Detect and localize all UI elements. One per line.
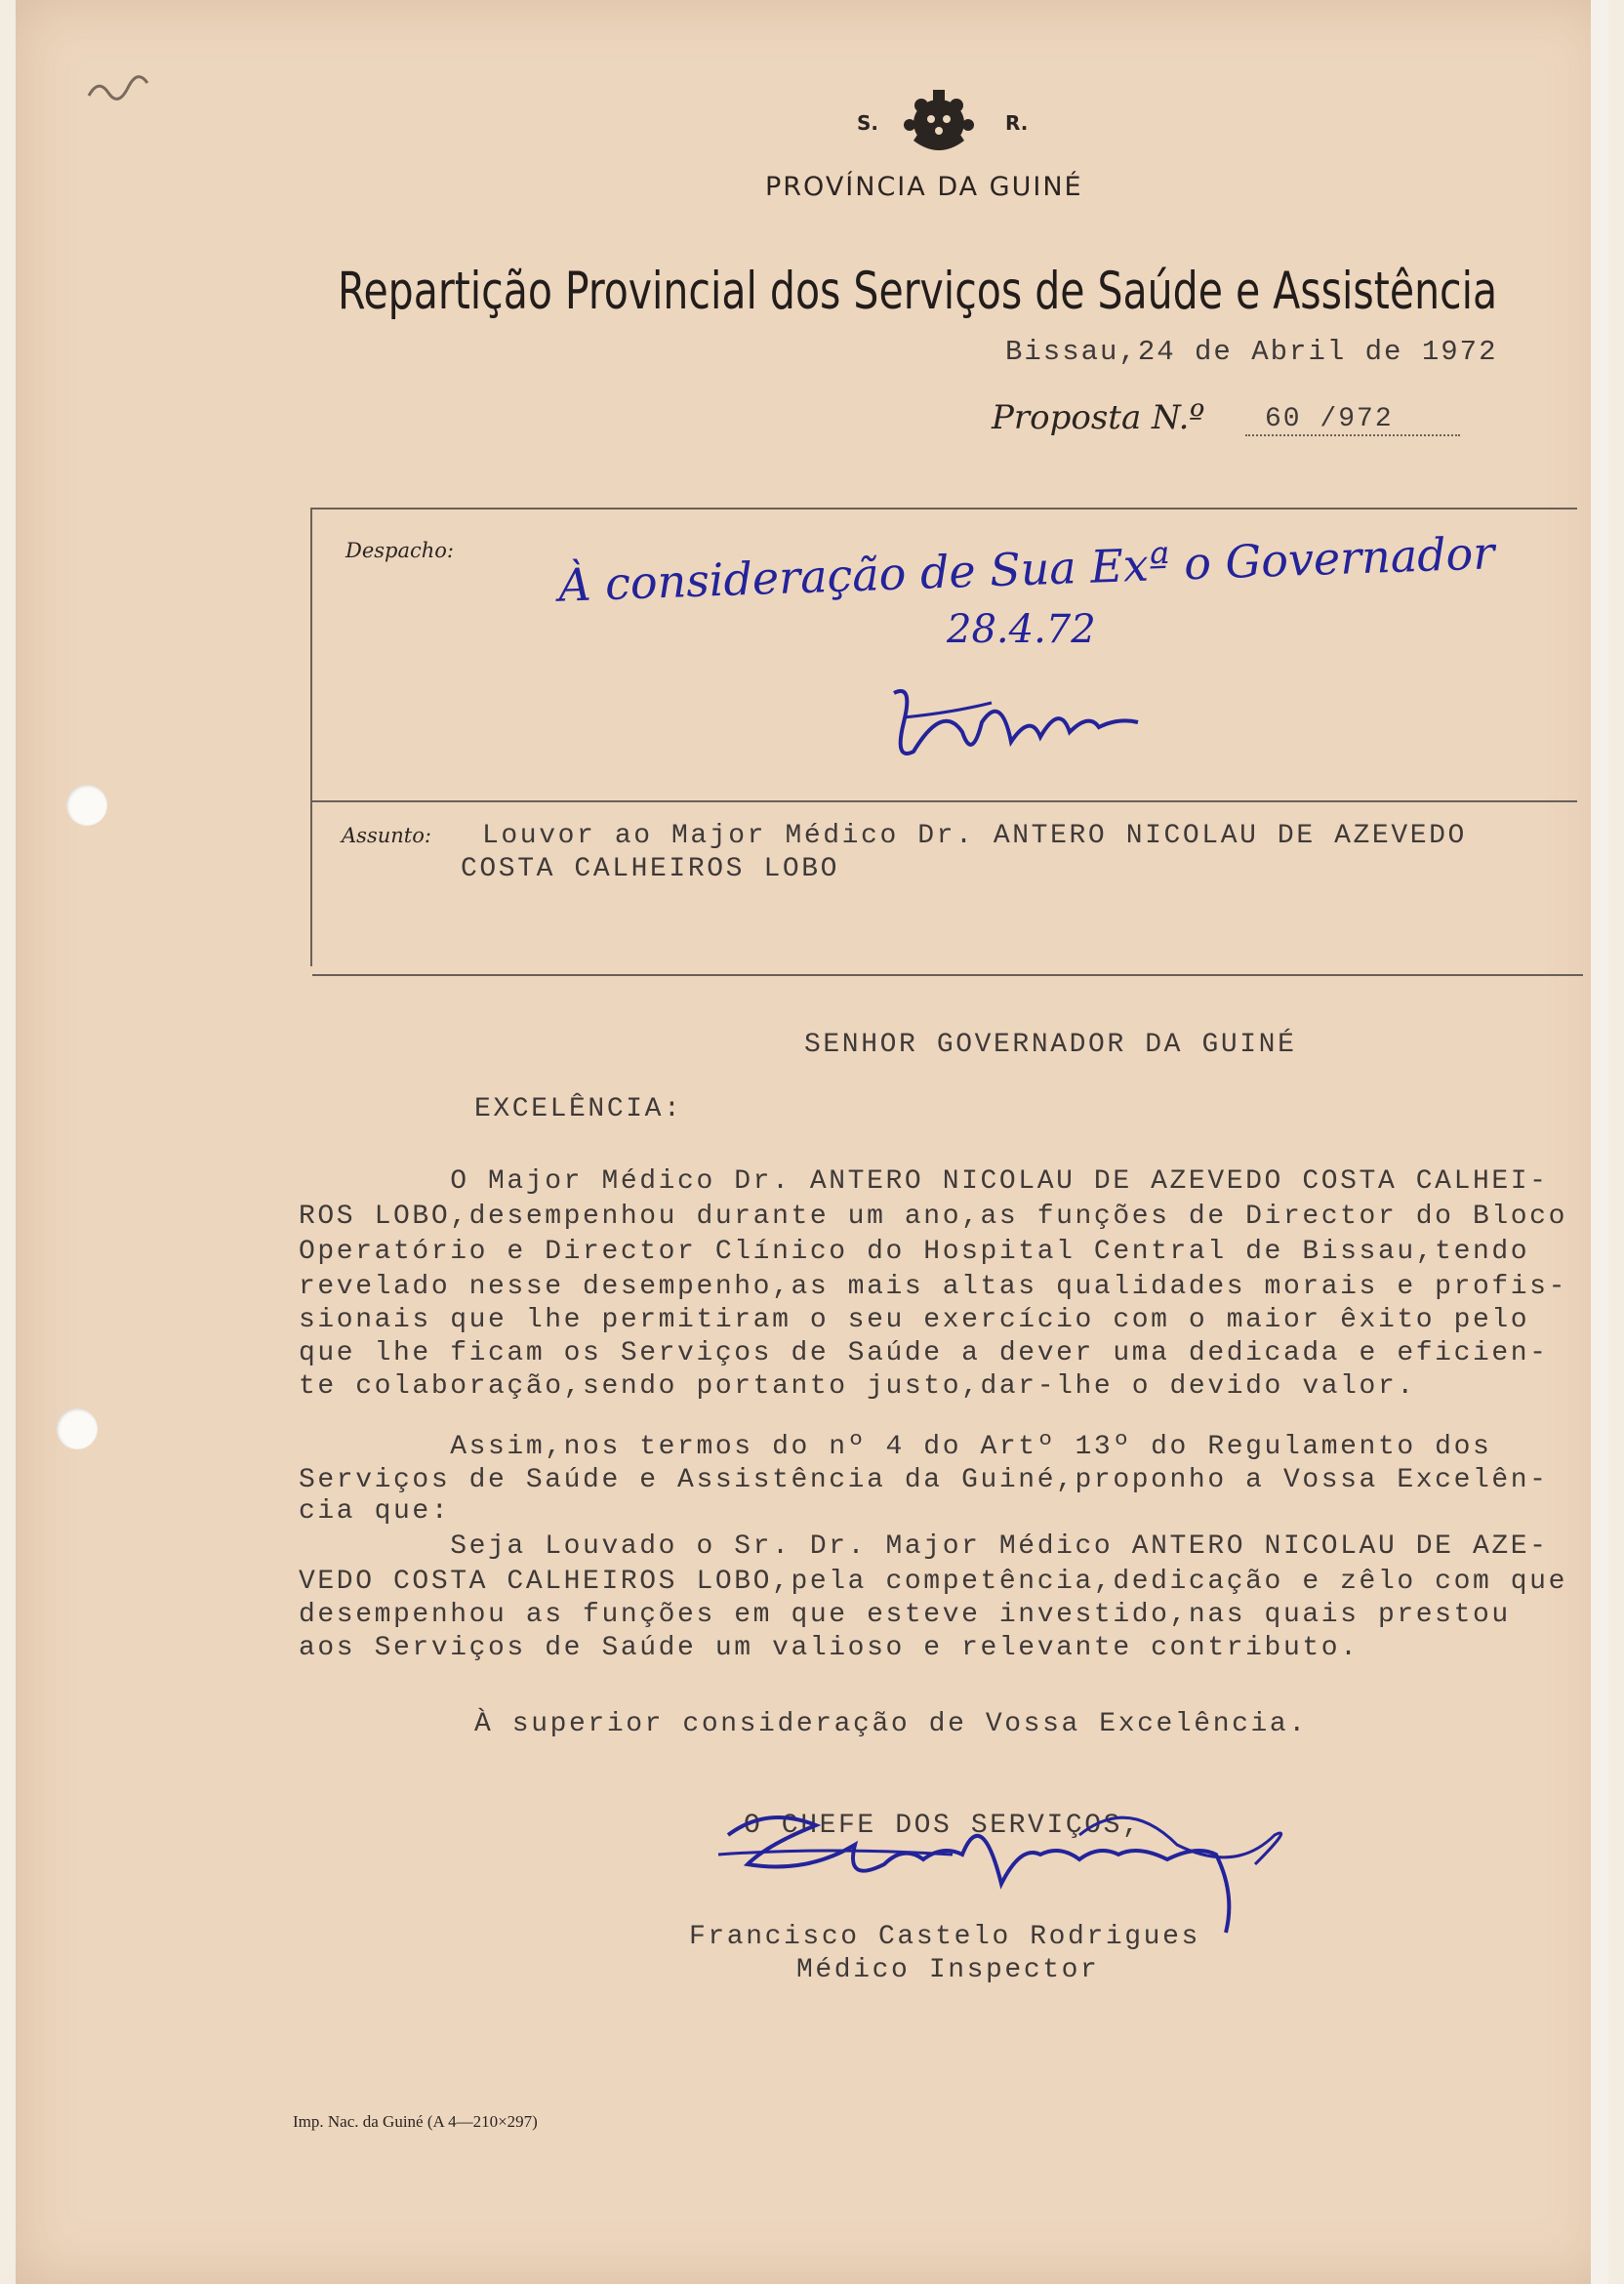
body-line: cia que: (299, 1496, 451, 1527)
body-line: te colaboração,sendo portanto justo,dar-lhe o devido valor. (299, 1371, 1416, 1402)
department-title: Repartição Provincial dos Serviços de Saúde e Assistência (338, 262, 1498, 321)
body-line: revelado nesse desempenho,as mais altas qualidades morais e profis- (299, 1272, 1567, 1302)
addressee: SENHOR GOVERNADOR DA GUINÉ (804, 1030, 1297, 1060)
body-line: desempenhou as funções em que esteve investido,nas quais prestou (299, 1600, 1511, 1630)
signatory-title: O CHEFE DOS SERVIÇOS, (744, 1811, 1142, 1841)
body-line: Serviços de Saúde e Assistência da Guiné,proponho a Vossa Excelên- (299, 1465, 1549, 1495)
body-line: Assim,nos termos do nº 4 do Artº 13º do Regulamento dos (299, 1432, 1492, 1462)
despacho-handwritten-date: 28.4.72 (947, 607, 1096, 652)
despacho-handwritten-text: À consideração de Sua Exª o Governador (557, 526, 1496, 612)
signatory-signature-text (757, 1913, 769, 1914)
letterhead-right-initial: R. (1005, 111, 1029, 135)
assunto-line-2: COSTA CALHEIROS LOBO (461, 854, 840, 884)
punch-hole-top (66, 785, 107, 826)
despacho-divider (312, 800, 1577, 802)
body-line: que lhe ficam os Serviços de Saúde a dever uma dedicada e eficien- (299, 1338, 1549, 1368)
assunto-label: Assunto: (342, 824, 431, 847)
body-line: Operatório e Director Clínico do Hospital Central de Bissau,tendo (299, 1237, 1530, 1267)
marginal-scribble (84, 68, 152, 107)
body-line: ROS LOBO,desempenhou durante um ano,as funções de Director do Bloco (299, 1202, 1567, 1232)
body-line: VEDO COSTA CALHEIROS LOBO,pela competência,dedicação e zêlo com que (299, 1567, 1567, 1597)
despacho-label: Despacho: (345, 539, 455, 562)
marginal-note-text (103, 68, 105, 69)
assunto-line-1: Louvor ao Major Médico Dr. ANTERO NICOLAU DE AZEVEDO (482, 821, 1467, 851)
letterhead-left-initial: S. (857, 111, 879, 135)
box-top-border (312, 508, 1577, 510)
document-page (16, 0, 1608, 2284)
despacho-signature-text (904, 771, 906, 772)
box-left-border (310, 508, 312, 966)
coat-of-arms-icon (900, 82, 978, 160)
signatory-role: Médico Inspector (796, 1955, 1100, 1985)
page-edge (1591, 0, 1608, 2284)
body-line: sionais que lhe permitiram o seu exercício com o maior êxito pelo (299, 1305, 1530, 1335)
printer-imprint: Imp. Nac. da Guiné (A 4—210×297) (293, 2112, 538, 2131)
proposal-label: Proposta N.º (992, 398, 1205, 437)
proposal-number: 60 /972 (1245, 404, 1460, 436)
body-line: aos Serviços de Saúde um valioso e relevante contributo. (299, 1633, 1360, 1663)
body-line: Seja Louvado o Sr. Dr. Major Médico ANTERO NICOLAU DE AZE- (299, 1531, 1549, 1562)
box-bottom-border (312, 974, 1583, 976)
signatory-name: Francisco Castelo Rodrigues (689, 1922, 1200, 1952)
province-name: PROVÍNCIA DA GUINÉ (765, 172, 1083, 202)
date-line: Bissau,24 de Abril de 1972 (1005, 336, 1498, 368)
despacho-signature (874, 673, 1167, 781)
body-line: O Major Médico Dr. ANTERO NICOLAU DE AZEVEDO COSTA CALHEI- (299, 1166, 1549, 1197)
punch-hole-bottom (57, 1408, 98, 1449)
salutation: EXCELÊNCIA: (474, 1094, 683, 1124)
closing-line: À superior consideração de Vossa Excelência. (474, 1709, 1308, 1739)
